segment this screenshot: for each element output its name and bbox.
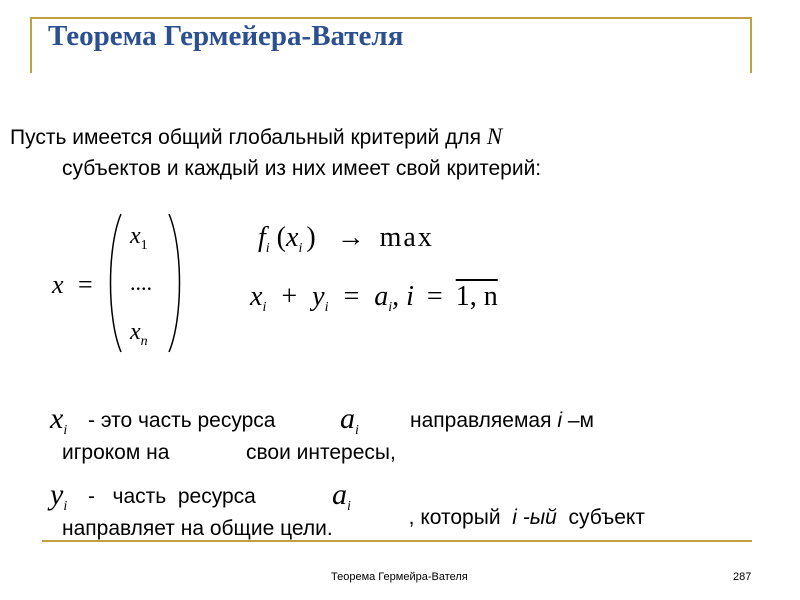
c-plus: + [281,281,298,312]
vector-var-x: x [52,270,64,299]
intro-line-2: субъектов и каждый из них имеет свой критерий: [62,157,542,180]
b2-y-sub: i [63,499,68,514]
right-paren: ) [306,222,316,253]
fx-symbol: x [286,222,299,253]
max-word: max [379,222,434,253]
vector-left-paren [104,212,124,354]
bullet-2-var [50,478,68,514]
bullet-1-text-b [410,410,594,431]
c-equals-2: = [426,281,443,312]
b1-text2i: i [557,409,562,432]
left-rule [30,17,32,73]
vector-top-x: x [130,223,141,249]
b1-a: a [340,402,355,435]
bullet-2-resource [332,478,351,514]
b1-a-sub: i [355,423,359,438]
bullet-1-text-a: - это часть ресурса [88,409,276,432]
c-a-sub: i [388,300,393,315]
bullet-1-line-2b: свои интересы, [246,441,396,464]
vector-lhs [52,272,93,298]
b1-text2a: направляемая [410,409,558,432]
c-y-sub: i [324,300,329,315]
bullet-2-text-b [397,486,645,528]
c-range: 1, n [455,281,498,312]
arrow-icon: → [336,222,365,253]
c-x-sub: i [262,300,267,315]
b1-x-sub: i [63,423,68,438]
objective-formula [258,222,434,256]
b2-y: y [50,478,64,511]
b2-a: a [332,478,347,511]
bullet-2-line-2: направляет на общие цели. [62,517,333,540]
footer-title: Теорема Гермейра-Вателя [331,571,468,583]
intro-line-1 [10,125,502,148]
f-symbol: f [258,222,266,253]
c-x: x [250,281,263,312]
c-a: a [374,281,389,312]
vector-equals: = [78,270,93,299]
bullet-2-text-a: - часть ресурса [88,485,256,508]
vector-top-sub: 1 [140,238,148,253]
vector-entry-bottom [130,319,148,349]
b2-text2b: субъект [556,506,645,529]
b2-text2i: i -ый [512,506,557,529]
bullet-1-var [50,402,68,438]
c-equals: = [343,281,360,312]
b1-text2b: –м [561,409,594,432]
b2-a-sub: i [347,499,351,514]
intro-var-n: N [486,124,503,149]
vector-bot-sub: n [140,334,148,349]
b2-text2a: , который [408,506,513,529]
bullet-1-line-2a: игроком на [62,441,170,464]
slide-title: Теорема Гермейера-Вателя [48,20,404,52]
page-number: 287 [733,571,752,583]
constraint-formula [250,281,498,315]
c-comma-i: , i [392,281,414,312]
vector-entry-mid: .... [130,270,152,295]
intro-text: Пусть имеется общий глобальный критерий для [10,126,487,149]
vector-bot-x: x [130,319,141,345]
f-sub: i [265,241,270,256]
bottom-rule [42,540,752,542]
left-paren: ( [276,222,286,253]
right-rule [750,17,752,73]
b1-x: x [50,402,64,435]
vector-entry-top [130,223,148,253]
bullet-1-resource [340,402,359,438]
top-rule [30,17,752,19]
vector-right-paren [166,212,186,354]
fx-sub: i [298,241,303,256]
c-y: y [312,281,325,312]
